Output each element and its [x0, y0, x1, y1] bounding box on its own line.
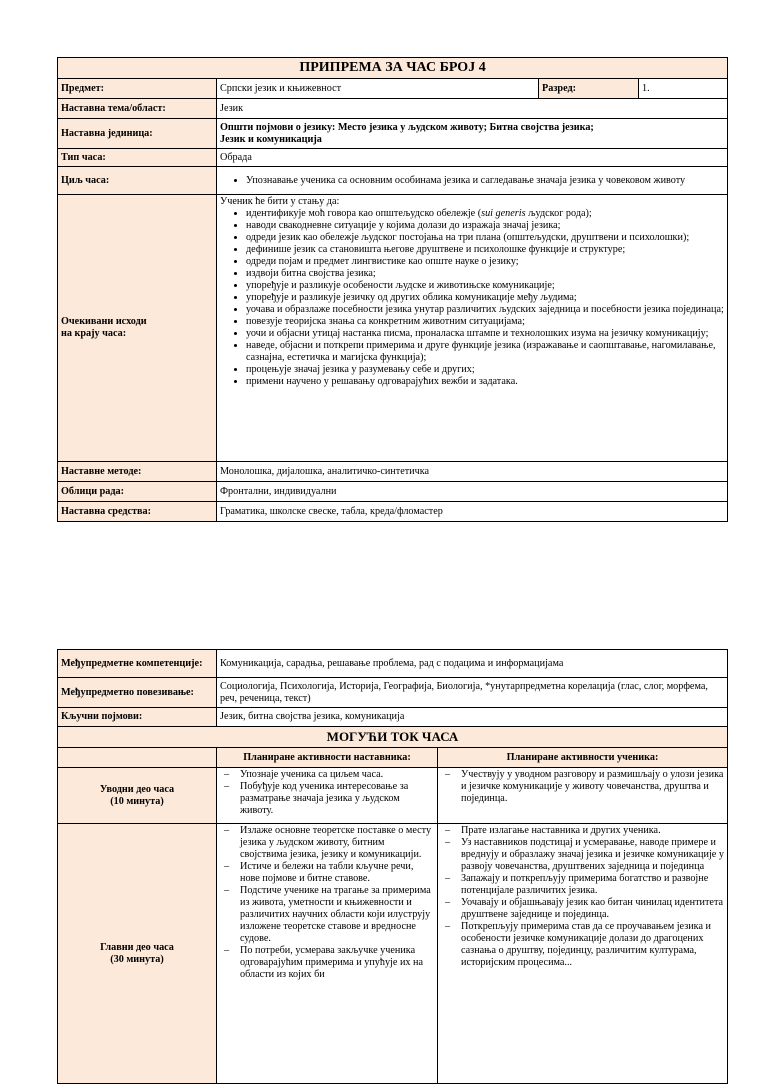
type-label: Тип часа:: [58, 149, 217, 167]
correlation-label: Међупредметно повезивање:: [58, 678, 217, 708]
intro-teacher-cell: [217, 768, 438, 824]
outcome-text: људског рода);: [525, 208, 592, 219]
grade-value: 1.: [639, 79, 728, 99]
outcome-item: • уочи и објасни утицај настанка писма, проналаска штампе и технолошких изума на језичку комуникацију;: [246, 328, 724, 340]
competences-value: Комуникација, сарадња, решавање проблема, рад с подацима и информацијама: [217, 650, 728, 678]
goal-cell: [217, 167, 728, 195]
means-value: Граматика, школске свеске, табла, креда/фломастер: [217, 502, 728, 522]
keywords-label: Кључни појмови:: [58, 708, 217, 727]
outcome-item: • дефинише језик са становишта његове друштвене и психолошке функције и структуре;: [246, 244, 724, 256]
subject-label: Предмет:: [58, 79, 217, 99]
outcomes-label: [58, 195, 217, 462]
main-teacher-cell: [217, 824, 438, 1084]
methods-label: Наставне методе:: [58, 462, 217, 482]
outcomes-list: [220, 208, 724, 388]
theme-value: Језик: [217, 99, 728, 119]
outcome-item: • процењује значај језика у разумевању себе и других;: [246, 364, 724, 376]
outcome-italic: sui generis: [481, 208, 526, 219]
grade-label: Разред:: [539, 79, 639, 99]
forms-value: Фронтални, индивидуални: [217, 482, 728, 502]
activity-item: – Уз наставников подстицај и усмеравање, наводе примере и вреднују и образлажу значај језика и језичке комуникације у развоју човечанства, друштвених заједница и појединца: [445, 837, 724, 873]
outcome-item: • повезује теоријска знања са конкретним животним ситуацијама;: [246, 316, 724, 328]
theme-label: Наставна тема/област:: [58, 99, 217, 119]
subject-value: Српски језик и књижевност: [217, 79, 539, 99]
lesson-plan-table: [57, 57, 728, 522]
unit-label: Наставна јединица:: [58, 119, 217, 149]
intro-phase-duration: (10 минута): [110, 795, 164, 807]
activity-item: – Уочавају и објашњавају језик као битан чинилац идентитета друштвене заједнице и појединца.: [445, 897, 724, 921]
activity-item: – По потреби, усмерава закључке ученика одговарајућим примерима и упућује их на области из којих би: [224, 945, 434, 981]
keywords-value: Језик, битна својства језика, комуникација: [217, 708, 728, 727]
outcome-item: [246, 208, 724, 220]
methods-value: Монолошка, дијалошка, аналитичко-синтетичка: [217, 462, 728, 482]
activity-item: – Побуђује код ученика интересовање за разматрање значаја језика у људском животу.: [224, 781, 434, 817]
activity-item: – Поткрепљују примерима став да се проучавањем језика и особености језичке комуникације долази до драгоцених сазнања о друштву, појединцу, различитим културама, историјским процесима...: [445, 921, 724, 969]
document-title: ПРИПРЕМА ЗА ЧАС БРОЈ 4: [58, 58, 728, 79]
outcome-text: идентификује моћ говора као општељудско обележје (: [246, 208, 482, 219]
activity-item: – Излаже основне теоретске поставке о месту језика у људском животу, битним својствима језика, језику и комуникацији.: [224, 825, 434, 861]
main-phase-duration: (30 минута): [110, 953, 164, 965]
main-phase-label: [58, 824, 217, 1084]
activity-item: – Запажају и поткрепљују примерима богатство и развојне потенцијале различитих језика.: [445, 873, 724, 897]
goal-item: • Упознавање ученика са основним особинама језика и сагледавање значаја језика у човековом животу: [246, 175, 724, 187]
intro-phase-label: [58, 768, 217, 824]
intro-phase-title: Уводни део часа: [99, 783, 175, 795]
intro-student-cell: [438, 768, 728, 824]
outcome-item: • наводи свакодневне ситуације у којима долази до изражаја значај језика;: [246, 220, 724, 232]
outcomes-intro: Ученик ће бити у стању да:: [220, 196, 340, 207]
unit-value-line1: Општи појмови о језику: Место језика у људском животу; Битна својства језика;: [220, 121, 594, 133]
unit-value: [217, 119, 728, 149]
outcome-item: • одреди језик као обележје људског постојања на три плана (општељудски, друштвени и психолошки);: [246, 232, 724, 244]
unit-value-line2: Језик и комуникација: [220, 133, 322, 145]
teacher-activities-header: Планиране активности наставника:: [217, 748, 438, 768]
competences-label: Међупредметне компетенције:: [58, 650, 217, 678]
outcomes-label-line2: на крају часа:: [61, 328, 127, 339]
outcomes-cell: [217, 195, 728, 462]
activity-item: – Подстиче ученике на трагање за примерима из живота, уметности и књижевности и различитих научних области који илуструју изложене теоретске ставове и вредносне судове.: [224, 885, 434, 945]
type-value: Обрада: [217, 149, 728, 167]
student-activities-header: Планиране активности ученика:: [438, 748, 728, 768]
outcome-item: • упоређује и разликује особености људске и животињске комуникације;: [246, 280, 724, 292]
outcome-item: • одреди појам и предмет лингвистике као опште науке о језику;: [246, 256, 724, 268]
goal-label: Циљ часа:: [58, 167, 217, 195]
outcomes-label-line1: Очекивани исходи: [61, 316, 147, 327]
activity-item: – Упознаје ученика са циљем часа.: [224, 769, 434, 781]
lesson-flow-table: [57, 649, 728, 1084]
correlation-value: Социологија, Психологија, Историја, Географија, Биологија, *унутарпредметна корелација (глас, слог, морфема, реч, реченица, текст): [217, 678, 728, 708]
outcome-item: • наведе, објасни и поткрепи примерима и друге функције језика (изражавање и саопштавање, нагомилавање, сазнајна, естетичка и магијска функција);: [246, 340, 724, 364]
activity-item: – Прате излагање наставника и других ученика.: [445, 825, 724, 837]
outcome-item: • примени научено у решавању одговарајућих вежби и задатака.: [246, 376, 724, 388]
forms-label: Облици рада:: [58, 482, 217, 502]
outcome-item: • уочава и образлаже посебности језика унутар различитих људских заједница и посебности језика појединаца;: [246, 304, 724, 316]
outcome-item: • упоређује и разликује језичку од других облика комуникације међу људима;: [246, 292, 724, 304]
activity-item: – Учествују у уводном разговору и размишљају о улози језика и језичке комуникације у животу човечанства, друштва и појединца.: [445, 769, 724, 805]
outcome-item: • издвоји битна својства језика;: [246, 268, 724, 280]
activity-item: – Истиче и бележи на табли кључне речи, нове појмове и битне ставове.: [224, 861, 434, 885]
flow-title: МОГУЋИ ТОК ЧАСА: [58, 727, 728, 748]
phase-column-header: [58, 748, 217, 768]
main-phase-title: Главни део часа: [100, 941, 174, 953]
means-label: Наставна средства:: [58, 502, 217, 522]
main-student-cell: [438, 824, 728, 1084]
